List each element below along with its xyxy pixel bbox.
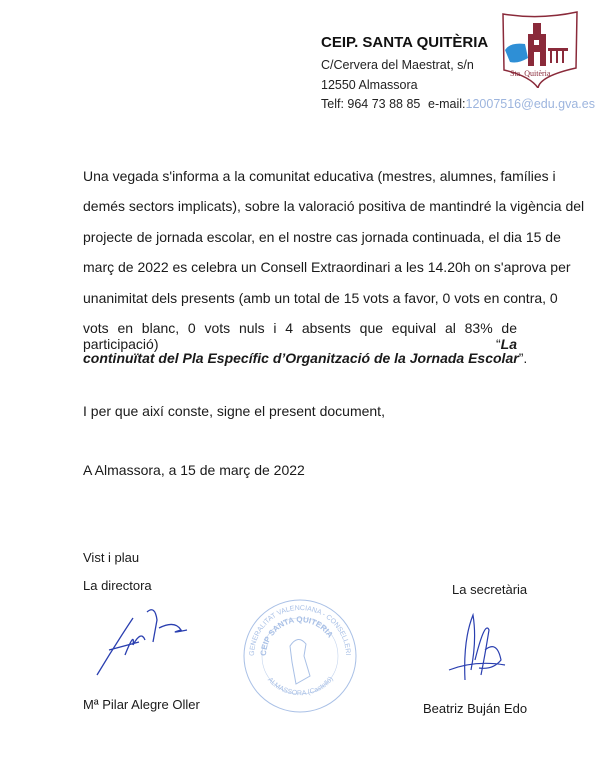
body-line-3: projecte de jornada escolar, en el nostre cas jornada continuada, el dia 15 de [83, 229, 561, 245]
logo-text: Sta. Quitèria [510, 69, 551, 78]
director-signature [95, 600, 195, 680]
svg-text:GENERALITAT VALENCIANA - CONSE [240, 596, 351, 656]
body-line-5: unanimitat dels presents (amb un total de 15 vots a favor, 0 vots en contra, 0 [83, 290, 558, 306]
school-stamp [240, 596, 360, 716]
school-logo [500, 10, 580, 88]
place-date: A Almassora, a 15 de març de 2022 [83, 462, 305, 478]
school-city: 12550 Almassora [321, 78, 418, 92]
bold-title-end: ”. [518, 350, 528, 366]
school-name: CEIP. SANTA QUITÈRIA [321, 34, 489, 51]
bold-title-start: La [500, 336, 517, 352]
director-role: La directora [83, 578, 152, 593]
body-line-1: Una vegada s'informa a la comunitat educativa (mestres, alumnes, famílies i [83, 168, 556, 184]
secretary-role: La secretària [452, 582, 528, 597]
svg-text:ALMASSORA (Castelló) [266, 676, 335, 698]
body-line-6 [83, 320, 517, 352]
director-name: Mª Pilar Alegre Oller [83, 697, 200, 712]
stamp-inner-text: CEIP SANTA QUITERIA [258, 614, 335, 657]
body-line-4: març de 2022 es celebra un Consell Extraordinari a les 14.20h on s'aprova per [83, 259, 571, 275]
school-address: C/Cervera del Maestrat, s/n [321, 58, 474, 72]
email-label: e-mail: [428, 97, 466, 111]
email-link[interactable]: 12007516@edu.gva.es [465, 97, 595, 111]
closing-text: I per que així conste, signe el present document, [83, 403, 385, 419]
school-phone: Telf: 964 73 88 85 [321, 97, 421, 111]
body-line-2: demés sectors implicats), sobre la valoració positiva de mantindré la vigència del [83, 198, 585, 214]
approval-label: Vist i plau [83, 550, 140, 565]
secretary-signature [445, 600, 515, 690]
school-email-row [428, 97, 595, 111]
body-line-6-text: vots en blanc, 0 vots nuls i 4 absents que equival al 83% de participació) “ [83, 320, 517, 352]
stamp-bottom-text: ALMASSORA (Castelló) [266, 675, 335, 698]
secretary-name: Beatriz Buján Edo [423, 701, 528, 716]
body-line-7 [83, 350, 527, 366]
stamp-outer-text: GENERALITAT VALENCIANA - CONSELLERI [248, 604, 352, 657]
bold-title: continuïtat del Pla Específic d’Organització de la Jornada Escolar [83, 350, 519, 366]
